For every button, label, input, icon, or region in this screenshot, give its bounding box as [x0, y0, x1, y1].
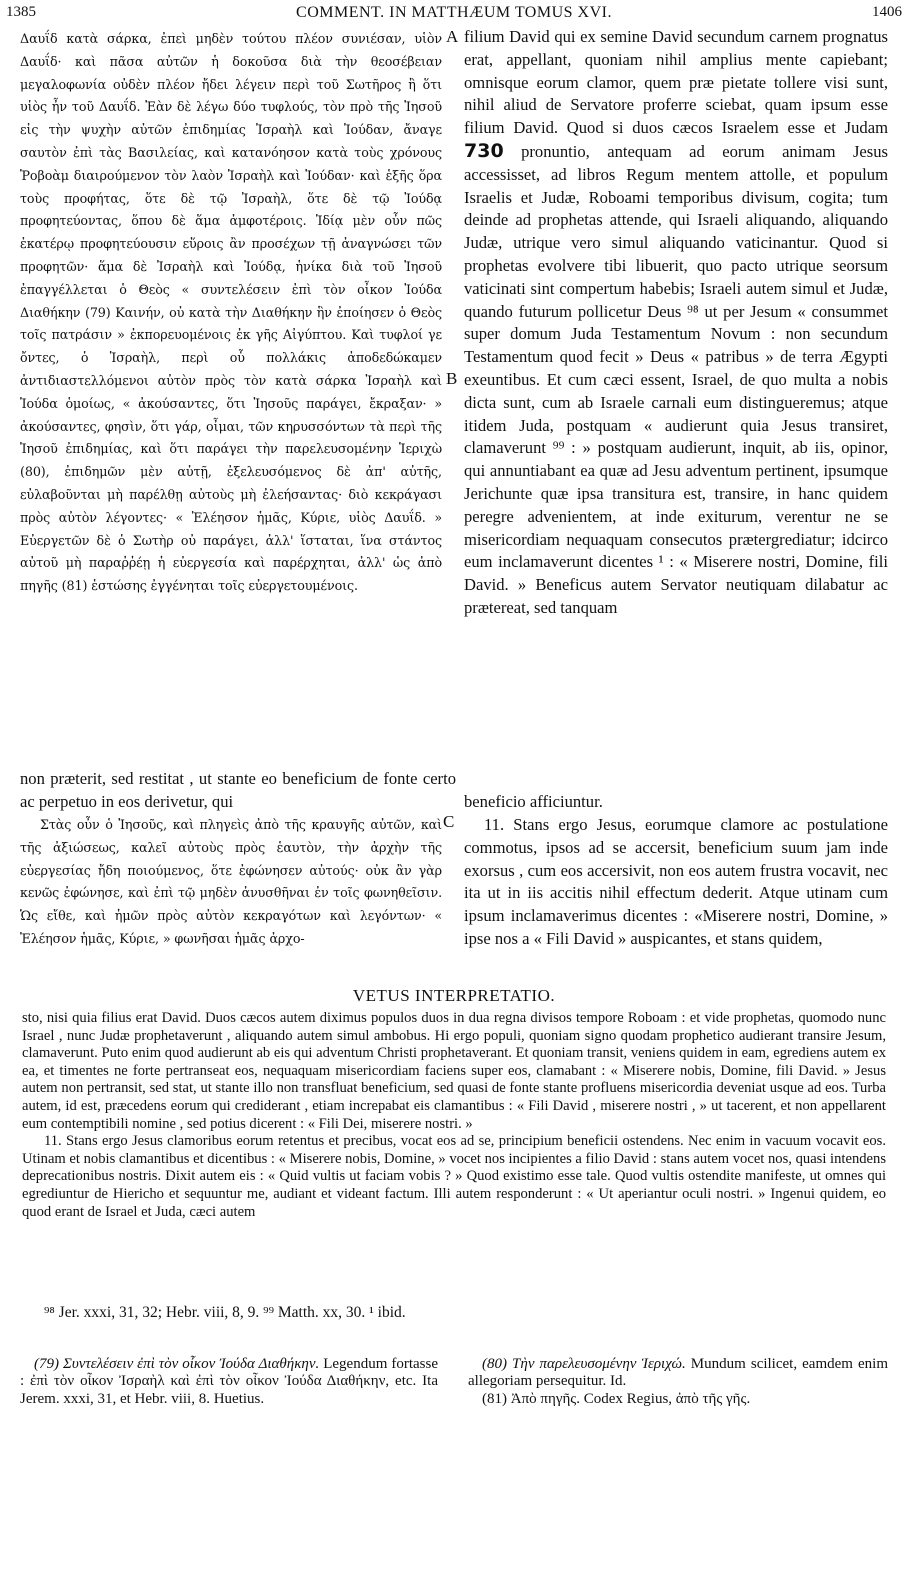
greek-paragraph-2-block: [20, 814, 442, 982]
footnotes-right: [468, 1356, 888, 1408]
spanning-text-left: non præterit, sed restitat , ut stante eo beneficium de fonte certo ac perpetuo in eos derivetur, qui: [20, 769, 456, 811]
greek-paragraph-2: Στὰς οὖν ὁ Ἰησοῦς, καὶ πληγεὶς ἀπὸ τῆς κραυγῆς αὐτῶν, καὶ τῆς ἀξιώσεως, καλεῖ αὐτοὺς πρὸς ἑαυτὸν, τὴν ἀρχὴν τῆς εὐεργεσίας ἤδη ποιούμενος, ὅτε ἐφώνησεν αὐτούς· οὐκ ἂν γὰρ κενῶς ἐφώνησε, καὶ ἐπὶ τῷ μηδὲν ἀνυσθῆναι ἐν τοῖς φωνηθεῖσιν. Ὡς εἴθε, καὶ ἡμῶν πρὸς αὐτὸν κεκραγότων καὶ λεγόντων· « Ἐλέησον ἡμᾶς, Κύριε, » φωνῆσαι ἡμᾶς ἀρχο-: [20, 817, 442, 946]
section-heading-vetus: VETUS INTERPRETATIO.: [352, 986, 556, 1005]
footnote-81: (81) Ἀπὸ πηγῆς. Codex Regius, ἀπὸ τῆς γῆς.: [482, 1390, 751, 1407]
page-number-right: 1406: [872, 4, 902, 20]
vetus-paragraph-2: 11. Stans ergo Jesus clamoribus eorum retentus et precibus, vocat eos ad se, principium beneficii ostendens. Nec enim in vacuum vocavit eos. Utinam et nobis clamantibus et dicentibus : « Miserere nobis, Domine, » vocet nos incipientes a filio David : stans autem vocet nos, quasi intendens deprecationibus nostris. Dixit autem eis : « Quid vultis ut faciam vobis ? » Quod existimo esse tale. Quod vultis ostendite manifeste, ut omnes qui egrediuntur de Hiericho et sequuntur me, audiant et videant factum. Illi autem responderunt : « Ut aperiantur oculi nostri. » Ingenui quidem, eo quod erant de Israel et Juda, cæci autem: [22, 1133, 886, 1220]
greek-paragraph-1: Δαυΐδ κατὰ σάρκα, ἐπεὶ μηδὲν τούτου πλέον συνιέσαν, υἱὸν Δαυΐδ· καὶ πᾶσα αὐτῶν ἡ δοκοῦσα διὰ τὴν θεοσέβειαν μεγαλοφωνία οὐδὲν πλέον ἤδει λέγειν περὶ τοῦ Σωτῆρος ἢ ὅτι υἱὸς ἦν τοῦ Δαυΐδ. Ἐὰν δὲ λέγω δύο τυφλούς, τὸν πρὸ τῆς Ἰησοῦ εἰς τὴν ψυχὴν αὐτῶν ἐπιδημίας Ἰσραὴλ καὶ Ἰούδαν, ἄναγε σαυτὸν ἐπὶ τὰς Βασιλείας, καὶ κατανόησον κατὰ τοὺς χρόνους Ῥοβοὰμ διαιρούμενον τὸν λαὸν Ἰσραὴλ καὶ Ἰούδαν· καὶ ἑξῆς ὅρα τοὺς προφήτας, ὅτε δὲ τῷ Ἰσραὴλ, ὅτε δὲ τῷ Ἰούδᾳ προφητεύοντας, ὅπου δὲ ἅμα ἀμφοτέροις. Ἰδίᾳ μὲν οὖν πῶς ἑκατέρῳ προφητεύουσιν εὕροις ἂν προσέχων τῇ ἀναγνώσει τῶν προφητῶν· ἅμα δὲ Ἰσραὴλ καὶ Ἰούδᾳ, ἡνίκα διὰ τοῦ Ἰησοῦ ἐπαγγέλλεται ὁ Θεὸς « συντελέσειν ἐπὶ τὸν οἶκον Ἰούδα Διαθήκην (79) Καινήν, οὐ κατὰ τὴν Διαθήκην ἣν ἐποίησεν ὁ Θεὸς τοῖς πατράσιν » ἐκπορευομένοις ἐκ γῆς Αἰγύπτου. Καὶ τυφλοί γε ὄντες, ὁ Ἰσραὴλ, περὶ οὗ πολλάκις ἀποδεδώκαμεν ἀντιδιαστελλόμενοι αὐτὸν πρὸς τὸν κατὰ σάρκα Ἰσραὴλ καὶ Ἰούδα ὁμοίως, « ἀκούσαντες, ὅτι Ἰησοῦς παράγει, ἔκραξαν· » ἀκούσαντες, φησὶν, ὅτι γάρ, οἶμαι, τῶν κηρυσσόντων τὰ περὶ τῆς Ἰησοῦ ἐπιδημίας, καὶ ὅτι παράγει τὴν παρελευσομένην Ἱεριχὼ (80), ἐπιδημῶν μὲν αὐτῇ, ἐξελευσόμενος δὲ ἀπ' αὐτῆς, εὐλαβοῦνται μὴ παρέλθῃ αὐτοὺς μὴ ἐλεήσαντας· διὸ κεκράγασι πρὸς αὐτὸν λέγοντες· « Ἐλέησον ἡμᾶς, Κύριε, υἱὸς Δαυΐδ. » Εὐεργετῶν δὲ ὁ Σωτὴρ οὐ παράγει, ἀλλ' ἵσταται, ἵνα στάντος αὐτοῦ μὴ παραῤῥέῃ ἡ εὐεργεσία καὶ παρέρχηται, ἀλλ' ὡς ἀπὸ πηγῆς (81) ἑστώσης ἐγγένηται τοῖς εὐεργετουμένοις.: [20, 31, 442, 594]
margin-marker-a: A: [446, 27, 459, 46]
latin-column: [464, 26, 888, 770]
vetus-paragraph-1: sto, nisi quia filius erat David. Duos cæcos autem diximus populos duos in dua regna divisos tempore Roboam : et vide prophetas, quomodo nunc Israel , nunc Judæ prophetaverunt , aliquando autem simul ambobus. Hi ergo populi, quoniam signo quodam prophetico audierant transire Jesum, clamaverunt. Puto enim quod audierunt ab eis qui adventum Christi prophetaverant. Et quoniam transit, veniens quidem in eam, egrediens autem ex ea, et timentes ne forte pertranseat eos, nequaquam misericordiam faciens super eos, clamabant : « Miserere nobis, Domine, fili David. » Jesus autem non pertransit, sed stat, ut stante illo non transfluat beneficium, sed quasi de fonte stante profluens misericordia deveniat usque ad eos. Turba autem, id est, præcedens eorum qui crediderant , etiam increpabat eis clamantibus : « Fili David , miserere nostri , » ut tacerent, et non appellarent eum contemptibili nomine , sed potius dicerent : « Fili Dei, miserere nostri. »: [22, 1010, 886, 1132]
spanning-text-right: beneficio afficiuntur.: [464, 792, 603, 811]
footnote-80: (80) Τὴν παρελευσομένην Ἱεριχώ. Mundum scilicet, eamdem enim allegoriam persequitur. Id.: [468, 1356, 888, 1390]
greek-column: [20, 28, 442, 770]
running-title: COMMENT. IN MATTHÆUM TOMUS XVI.: [296, 4, 612, 21]
latin-paragraph-2: 11. Stans ergo Jesus, eorumque clamore ac postulatione commotus, ipsos ad se accersit, beneficium suum jam inde exorsus , cum eos accersivit, non eos autem frustra vocavit, nec ita ut in iis accitis nihil effectum dederit. Atque utinam cum ipsum inclamaverimus dicentes : «Miserere nostri, Domine, » ipse nos a « Fili David » auspicantes, et stans quidem,: [464, 815, 888, 948]
latin-paragraph-1: [464, 26, 888, 620]
margin-marker-b: B: [446, 369, 458, 388]
latin-paragraph-1-b: pronuntio, antequam ad eorum animam Jesus accessisset, ad libros Regum mentem attolle, et populum Israelis et Judæ, Roboami temporibus divisum, cogita; tum deinde ad prophetas attende, qui Israeli aliquando, aliquando Judæ, utrique vero simul aliquando vaticinantur. Quod si prophetas evolvere tibi libuerit, quo pacto utrique seorsum vaticinati sint compertum habebis; Israeli autem simul et Judæ, quando futurum pollicetur Deus ⁹⁸ ut per Jesum « consummet super domum Juda Testamentum Novum : non secundum Testamentum quod fecit » Deus « patribus » de terra Ægypti exeuntibus. Et cum cæci essent, Israel, de quo multa a nobis dicta sunt, cum ab Israele carnali eum distingueremus; atque itidem Juda, postquam « audierunt quia Jesus transiret, clamaverunt ⁹⁹ : » postquam audierunt, inquit, ab iis, opinor, qui annuntiabant ea quæ ad Jesu adventum pertinent, ipsumque Jerichunte quæ ipsa transitura est, transire, in hanc quidem peregre advenientem, at inde exiturum, verentur ne se misericordiam nequaquam consecutos prætergrediatur; idcirco eum inclamaverunt dicentes ¹ : « Miserere nostri, Domine, fili David. » Beneficus autem Servator neutiquam dilabatur ac prætereat, sed tanquam: [464, 141, 888, 617]
latin-paragraph-1-a: filium David qui ex semine David secundum carnem prognatus erat, appellant, quoniam nihil amplius mente capiebant; omnisque eorum clamor, quem præ pietate tollere visi sunt, nihil aliud de Servatore proferre sciebat, quam ipsum esse filium David. Quod si duos cæcos Israelem esse et Judam: [464, 27, 888, 138]
margin-marker-c: C: [443, 812, 455, 831]
footnote-79: (79) Συντελέσειν ἐπὶ τὸν οἶκον Ἰούδα Διαθήκην. Legendum fortasse : ἐπὶ τὸν οἶκον Ἰσραὴλ καὶ ἐπὶ τὸν οἶκον Ἰούδα Διαθήκην, etc. Ita Jerem. xxxi, 31, et Hebr. viii, 8. Huetius.: [20, 1356, 438, 1407]
vetus-interpretatio-text: [22, 1010, 886, 1221]
page-number-left: 1385: [6, 4, 36, 20]
page-header: [6, 4, 902, 26]
scripture-references: ⁹⁸ Jer. xxxi, 31, 32; Hebr. viii, 8, 9. ⁹⁹ Matth. xx, 30. ¹ ibid.: [44, 1304, 406, 1321]
margin-number-730: 730: [464, 139, 504, 162]
latin-paragraph-2-block: [464, 814, 888, 982]
footnotes-left: [20, 1356, 438, 1408]
